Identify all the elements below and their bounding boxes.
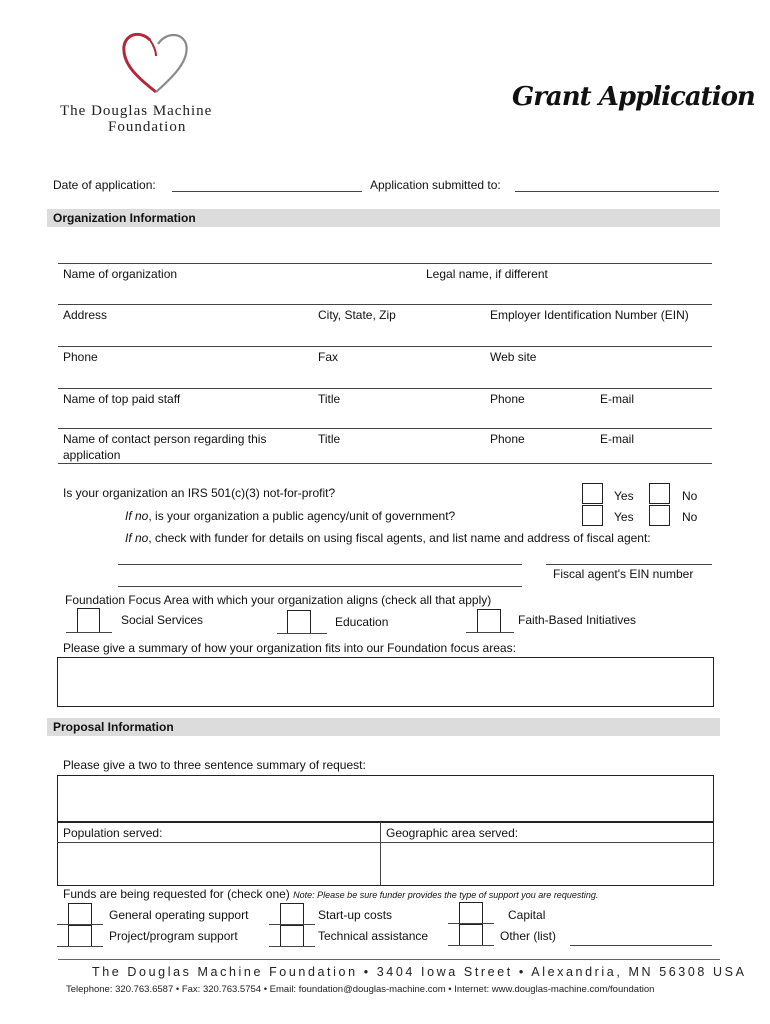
org-divider-6 [58, 463, 712, 464]
ein-label: Employer Identification Number (EIN) [490, 308, 689, 322]
fund-startup-checkbox[interactable] [280, 903, 304, 925]
gov-no-label: No [682, 510, 698, 524]
fund-project-underline [57, 946, 103, 947]
fund-technical-label: Technical assistance [318, 929, 429, 943]
population-geo-header-line [57, 842, 713, 843]
fund-other-label: Other (list) [500, 929, 557, 943]
city-label: City, State, Zip [318, 308, 396, 322]
fax-label: Fax [318, 350, 339, 364]
if-no-emphasis-1: If no [125, 509, 149, 523]
focus-education-checkbox[interactable] [287, 610, 311, 634]
contact-phone-label: Phone [490, 432, 525, 446]
phone-label: Phone [63, 350, 98, 364]
focus-faith-underline [466, 632, 514, 633]
footer-contact: Telephone: 320.763.6587 • Fax: 320.763.5754 • Email: foundation@douglas-machine.com • Internet: www.douglas-machine.com/foundation [66, 984, 655, 995]
fund-general-label: General operating support [109, 908, 249, 922]
fund-project-label: Project/program support [109, 929, 238, 943]
fund-technical-underline [269, 946, 315, 947]
logo-line2: Foundation [108, 119, 187, 135]
if-no-question-2 [125, 531, 651, 545]
fund-other-field[interactable] [570, 945, 712, 946]
form-title: Grant Application [512, 82, 755, 112]
irs-no-label: No [682, 489, 698, 503]
fiscal-ein-field[interactable] [546, 564, 712, 565]
heart-logo-icon [118, 30, 196, 96]
org-divider-5 [58, 428, 712, 429]
focus-faith-checkbox[interactable] [477, 609, 501, 633]
irs-yes-label: Yes [614, 489, 634, 503]
address-label: Address [63, 308, 108, 322]
org-divider-1 [58, 263, 712, 264]
population-label: Population served: [63, 826, 163, 840]
footer-address: The Douglas Machine Foundation • 3404 Iowa Street • Alexandria, MN 56308 USA [92, 965, 747, 979]
org-divider-2 [58, 304, 712, 305]
request-summary-prompt: Please give a two to three sentence summary of request: [63, 758, 366, 772]
focus-education-underline [277, 633, 327, 634]
contact-email-label: E-mail [600, 432, 635, 446]
irs-no-checkbox[interactable] [649, 483, 670, 504]
fiscal-ein-label: Fiscal agent's EIN number [553, 567, 694, 581]
gov-yes-label: Yes [614, 510, 634, 524]
fiscal-agent-field-1[interactable] [118, 564, 522, 565]
submitted-field[interactable] [515, 191, 719, 192]
staff-phone-label: Phone [490, 392, 525, 406]
date-label: Date of application: [53, 178, 156, 192]
focus-social-underline [66, 632, 112, 633]
proposal-section-band [47, 718, 720, 736]
focus-faith-label: Faith-Based Initiatives [518, 613, 637, 627]
contact-label-1: Name of contact person regarding this [63, 432, 267, 446]
website-label: Web site [490, 350, 537, 364]
population-field[interactable] [58, 844, 379, 884]
geographic-field[interactable] [381, 844, 711, 884]
focus-social-label: Social Services [121, 613, 204, 627]
date-field[interactable] [172, 191, 362, 192]
focus-summary-textarea[interactable] [57, 657, 714, 707]
footer-rule [58, 959, 720, 960]
if-no-text-2: , check with funder for details on using fiscal agents, and list name and address of fiscal agent: [148, 531, 651, 545]
focus-education-label: Education [335, 615, 389, 629]
legal-name-label: Legal name, if different [426, 267, 548, 281]
if-no-question-1 [125, 509, 455, 523]
contact-label-2: application [63, 448, 121, 462]
proposal-section-title: Proposal Information [53, 720, 174, 734]
org-section-band [47, 209, 720, 227]
gov-no-checkbox[interactable] [649, 505, 670, 526]
focus-summary-prompt: Please give a summary of how your organization fits into our Foundation focus areas: [63, 641, 516, 655]
fund-capital-label: Capital [508, 908, 546, 922]
org-divider-4 [58, 388, 712, 389]
funds-label: Funds are being requested for (check one) [63, 887, 290, 901]
staff-title-label: Title [318, 392, 341, 406]
logo-line1: The Douglas Machine [60, 103, 213, 119]
org-name-label: Name of organization [63, 267, 178, 281]
fund-other-checkbox[interactable] [459, 924, 483, 946]
geographic-label: Geographic area served: [386, 826, 519, 840]
fund-startup-label: Start-up costs [318, 908, 393, 922]
fund-other-underline [448, 945, 494, 946]
fund-technical-checkbox[interactable] [280, 925, 304, 947]
submitted-label: Application submitted to: [370, 178, 501, 192]
irs-yes-checkbox[interactable] [582, 483, 603, 504]
request-summary-textarea[interactable] [57, 775, 714, 822]
fund-project-checkbox[interactable] [68, 925, 92, 947]
if-no-text-1: , is your organization a public agency/unit of government? [148, 509, 456, 523]
if-no-emphasis-2: If no [125, 531, 149, 545]
fund-capital-checkbox[interactable] [459, 902, 483, 924]
fiscal-agent-field-2[interactable] [118, 586, 522, 587]
irs-question: Is your organization an IRS 501(c)(3) not-for-profit? [63, 486, 336, 500]
fund-general-checkbox[interactable] [68, 903, 92, 925]
contact-title-label: Title [318, 432, 341, 446]
funds-note: Note: Please be sure funder provides the type of support you are requesting. [293, 890, 599, 900]
focus-social-checkbox[interactable] [77, 608, 100, 633]
funds-question [63, 887, 598, 901]
gov-yes-checkbox[interactable] [582, 505, 603, 526]
org-section-title: Organization Information [53, 211, 196, 225]
staff-email-label: E-mail [600, 392, 635, 406]
top-staff-label: Name of top paid staff [63, 392, 181, 406]
org-divider-3 [58, 346, 712, 347]
focus-question: Foundation Focus Area with which your organization aligns (check all that apply) [65, 593, 492, 607]
